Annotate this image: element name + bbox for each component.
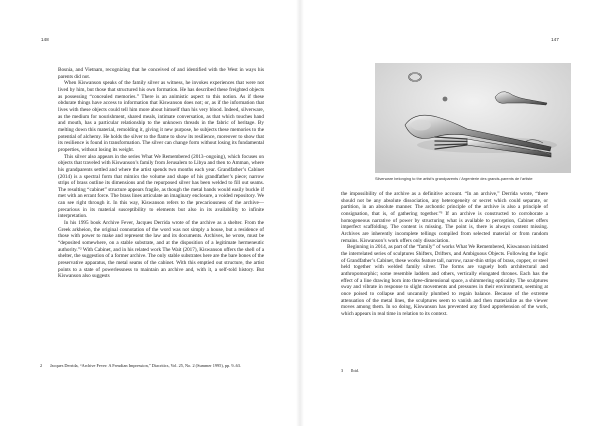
right-page-number: 147 <box>551 37 559 42</box>
left-footnote-text: Jacques Derrida, “Archive Fever: A Freudian Impression,” Diacritics, Vol. 25, No. 2 (Summer 1995), pp. 9–63. <box>50 363 242 368</box>
silverware-photo <box>375 63 571 173</box>
left-paragraph-3: This silver also appears in the series What We Remembered (2013–ongoing), which focuses on objects that traveled with Kiswanson’s family from Jerusalem to Libya and then to Amman, where his grandparents settled and where the artist spends two months each year. Grandfather’s Cabinet (2014) is a spectral form that mimics the volume and shape of his grandfather’s piece; narrow strips of brass outline its dimensions and the repurposed silver has been welded to fill out seams. The resulting “cabinet” structure appears fragile, as though the metal bands would easily buckle if met with an errant force. The brass lines articulate an imaginary enclosure, a voided repository. We can see right through it. In this way, Kiswanson refers to the precariousness of the archive—precarious in its material susceptibility to elements but also in its availability to infinite interpretation. <box>58 153 264 220</box>
figure-caption: Silverware belonging to the artist’s grandparents / Argenterie des grands-parents de l’artiste <box>375 176 533 181</box>
left-footnote <box>40 363 246 368</box>
left-paragraph-2: When Kiswanson speaks of the family silver as witness, he invokes experiences that were not lived by him, but those that structured his own formation. He has described these freighted objects as possessing “concealed memories.” There is an animistic aspect to this notion. As if these obdurate things have access to information that Kiswanson does not; or, as if the information that lives with these objects could tell him more about himself than his very blood. Indeed, silverware, as the medium for nourishment, shared meals, intimate conversation, as that which touches hand and mouth, has a particular relationship to the unknown threads in the fabric of heritage. By melting down this material, remolding it, giving it new purpose, he subjects these memories to the potential of alchemy. He holds the silver to the flame to show its resilience, moreover to show that its resilience is found in transformation. The silver can change form without losing its fundamental properties, without losing its weight. <box>58 80 264 153</box>
right-body-text <box>341 191 548 317</box>
left-body-text <box>58 67 264 280</box>
right-page <box>300 0 600 426</box>
left-paragraph-1: Bosnia, and Vietnam, recognizing that he conceived of and identified with the West in ways his parents did not. <box>58 67 264 80</box>
left-page-number: 148 <box>41 37 49 42</box>
right-footnote <box>341 368 547 373</box>
left-footnote-number: 2 <box>40 363 43 368</box>
small-object <box>443 97 448 102</box>
silverware-illustration <box>375 63 571 173</box>
right-footnote-number: 3 <box>341 368 344 373</box>
table-surface <box>375 63 571 173</box>
left-paragraph-4: In his 1995 book Archive Fever, Jacques Derrida wrote of the archive as a shelter. From the Greek arkheion, the original connotation of the word was not simply a house, but a residence of those with power to make and represent the law and its documents. Archives, he wrote, must be “deposited somewhere, on a stable substrate, and at the disposition of a legitimate hermeneutic authority.”² With Cabinet, and in his related work The Wait (2017), Kiswanson offers the shell of a shelter, the suggestion of a former archive. The only stable substrates here are the bare bones of the preservative apparatus, the metal seams of the cabinet. With this emptied out structure, the artist points to a state of powerlessness to maintain an archive and, with it, a self-told history. But Kiswanson also suggests <box>58 220 264 280</box>
right-paragraph-2: Beginning in 2014, as part of the “family” of works What We Remembered, Kiswanson initiated the interrelated series of sculptures Shifters, Drifters, and Ambiguous Objects. Following the logic of Grandfather’s Cabinet, these works feature tall, narrow, razor-thin strips of brass, copper, or steel held together with welded family silver. The forms are vaguely both architectural and anthropomorphic; some resemble ladders and others, vertically elongated thrones. Each has the effect of a line drawing born into three-dimensional space, a shimmering opticality. The sculptures sway and vibrate in response to slight movements and pressures in their environment, seeming at once poised to collapse and uncannily plumbed to regain balance. Because of the extreme attenuation of the metal lines, the sculptures seem to vanish and then materialize as the viewer moves among them. In so doing, Kiswanson has prevented any fixed apprehension of the work, which appears in real time in relation to its context. <box>341 244 548 317</box>
right-paragraph-1: the impossibility of the archive as a definitive account. “In an archive,” Derrida wrote, “there should not be any absolute dissociation, any heterogeneity or secret which could separate, or partition, in an absolute manner. The archontic principle of the archive is also a principle of consignation, that is, of gathering together.”³ If an archive is constructed to corroborate a homogeneous narrative of power by structuring what is available to perception, Cabinet offers imperfect scaffolding. The content is missing. The point is, there is always content missing. Archives are inherently incomplete tellings compiled from selected material or from random remains. Kiswanson’s work offers only dissociation. <box>341 191 548 244</box>
right-footnote-text: Ibid. <box>351 368 359 373</box>
